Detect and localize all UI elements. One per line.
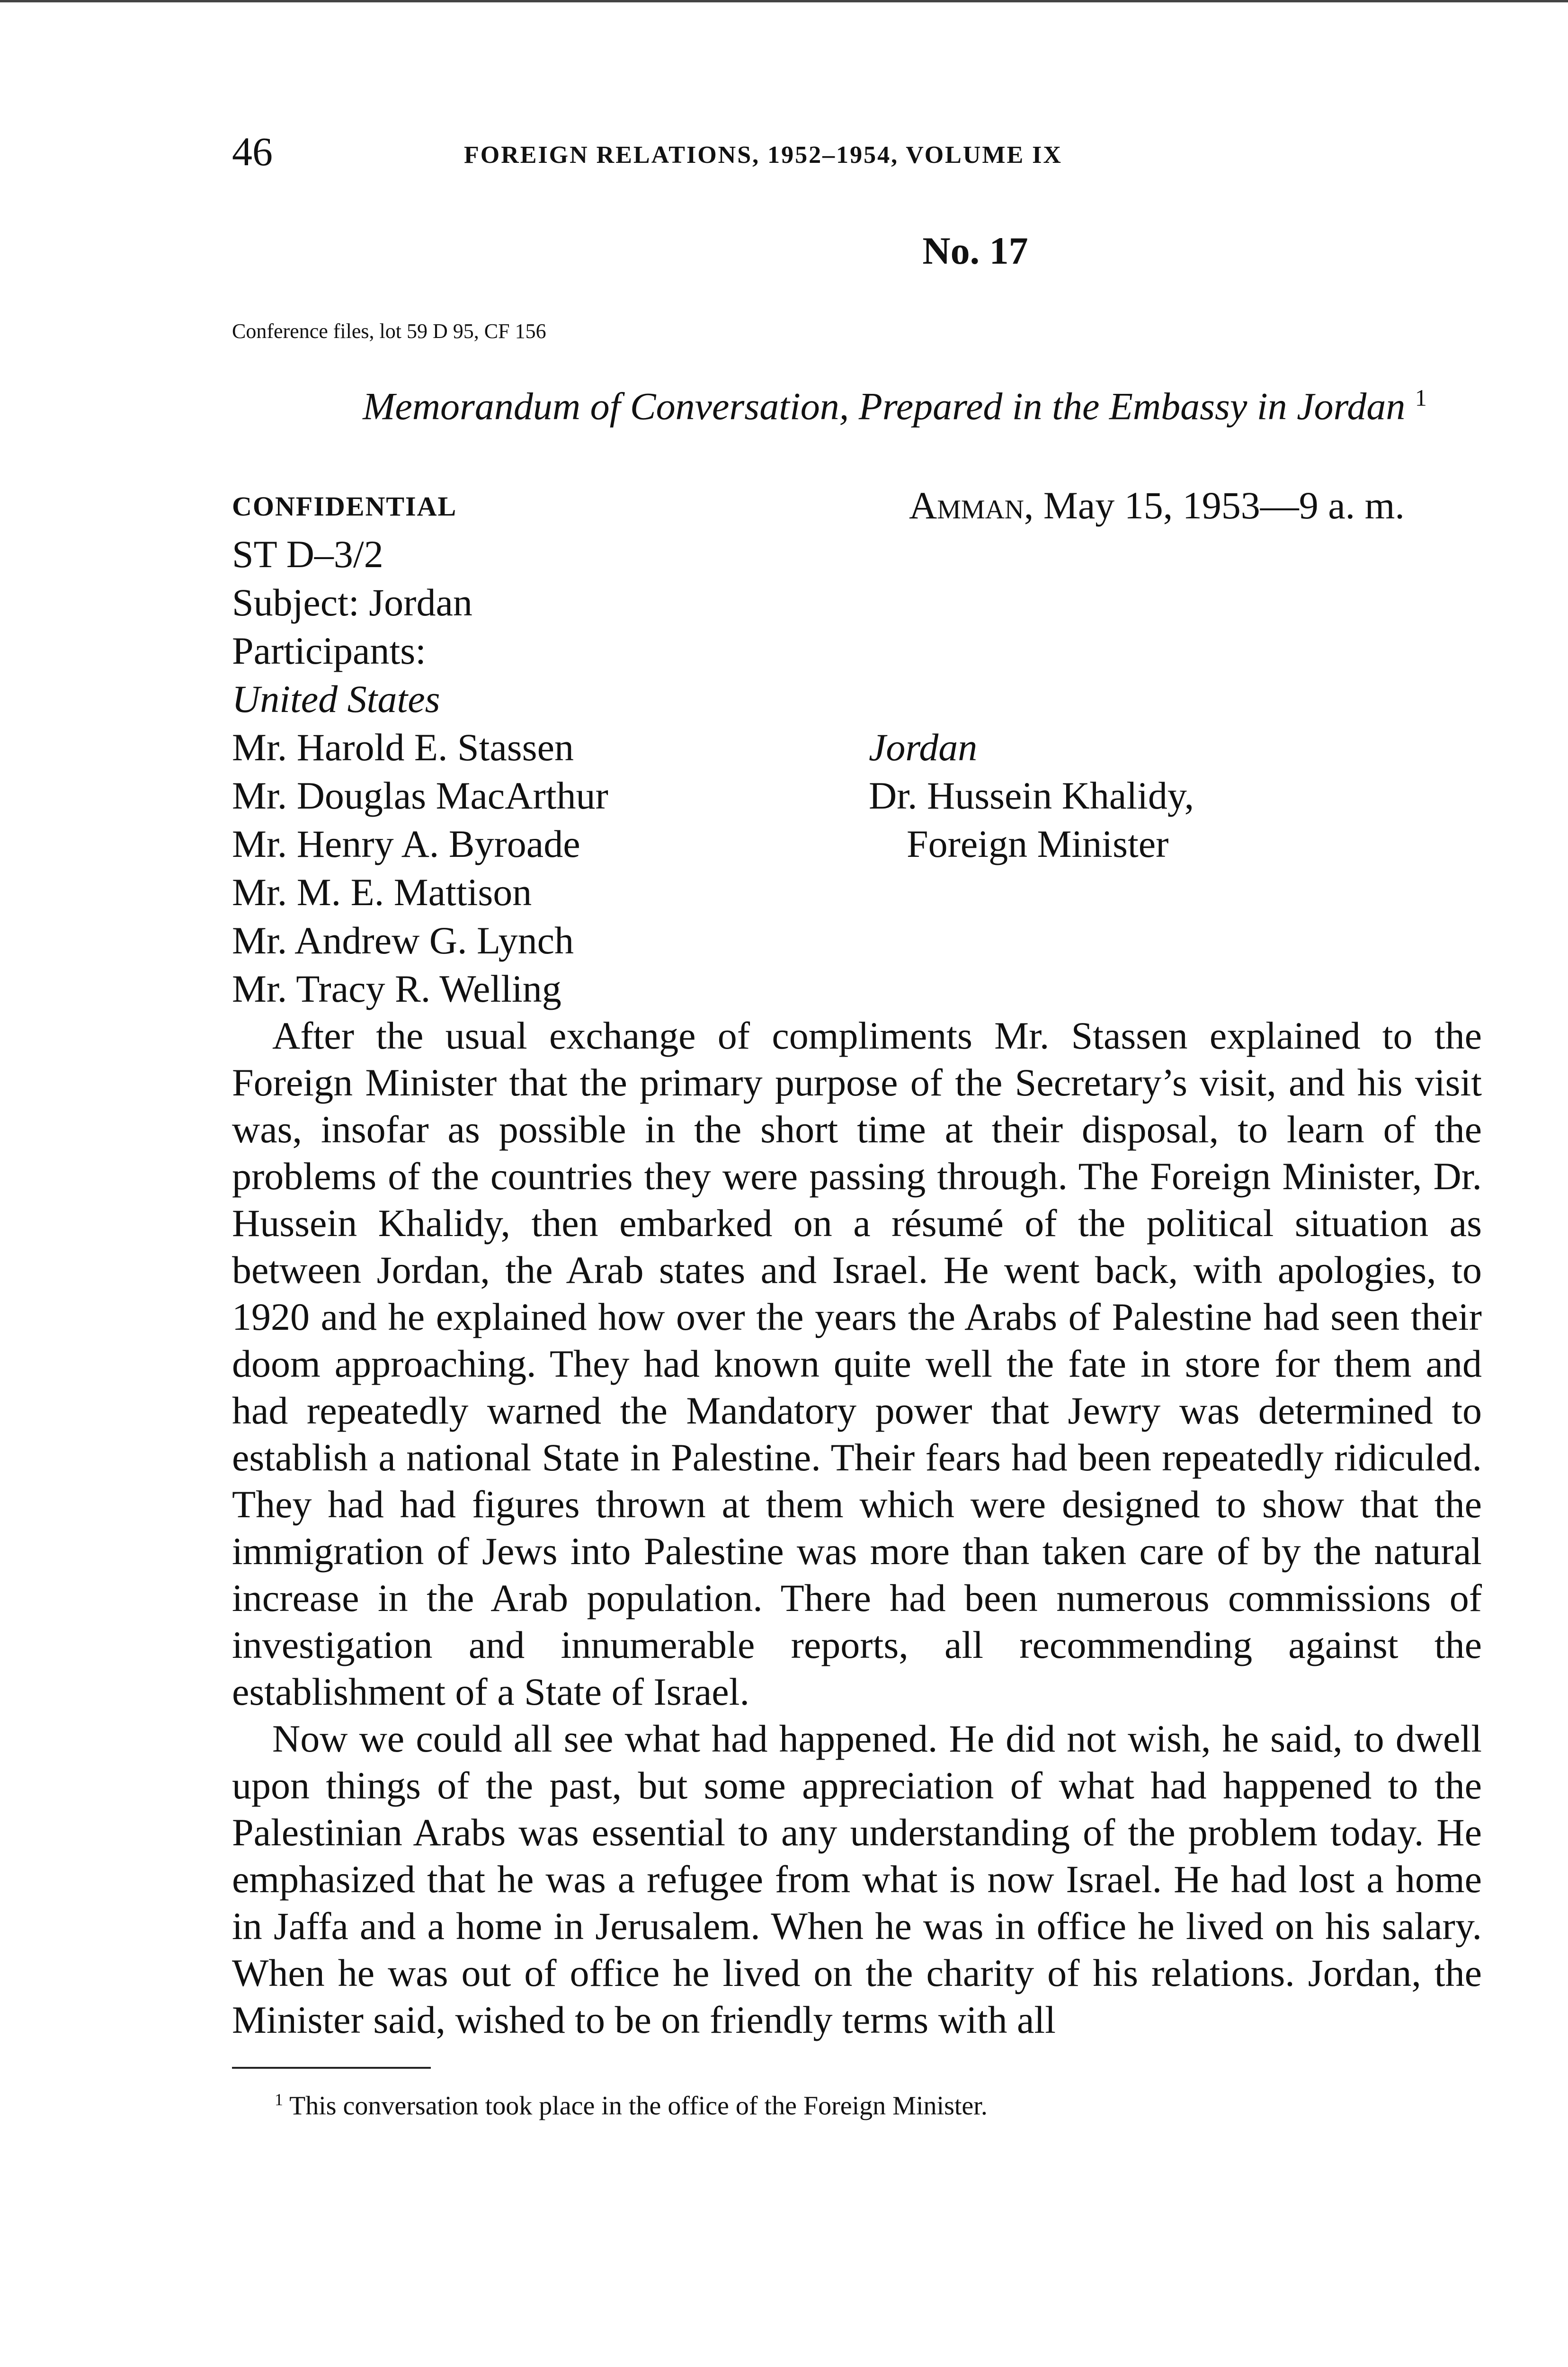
document-page: [232, 128, 1482, 2123]
title-footnote-mark: 1: [1415, 384, 1427, 411]
document-reference: ST D–3/2: [232, 533, 383, 576]
place-date-line: [909, 482, 1405, 529]
jordan-participants-column: [869, 723, 1194, 868]
footnote-text: This conversation took place in the office of the Foreign Minister.: [289, 2091, 988, 2121]
top-edge-rule: [0, 0, 1568, 2]
jordan-participants-heading: Jordan: [869, 726, 978, 769]
us-participant: Mr. Tracy R. Welling: [232, 967, 561, 1011]
us-participant: Mr. Harold E. Stassen: [232, 726, 574, 769]
memo-body: [232, 1012, 1482, 2043]
us-participant: Mr. Douglas MacArthur: [232, 774, 608, 818]
memo-title: [232, 374, 1482, 430]
participants-label: Participants:: [232, 629, 426, 673]
body-paragraph: Now we could all see what had happened. He did not wish, he said, to dwell upon things of the past, but some appreciation of what had happened to the Palestinian Arabs was essential to any understanding of the problem today. He emphasized that he was a refugee from what is now Israel. He had lost a home in Jaffa and a home in Jerusalem. When he was in office he lived on his salary. When he was out of office he lived on the charity of his relations. Jordan, the Minister said, wished to be on friendly terms with all: [232, 1717, 1482, 2042]
us-participant: Mr. M. E. Mattison: [232, 871, 532, 914]
memo-header-block: [232, 482, 1482, 1012]
classification-label: CONFIDENTIAL: [232, 491, 457, 522]
body-paragraph: After the usual exchange of compliments Mr. Stassen explained to the Foreign Minister that the primary purpose of the Secretary’s visit, and his visit was, insofar as possible in the short time at their disposal, to learn of the problems of the countries they were passing through. The Foreign Minister, Dr. Hussein Khalidy, then embarked on a résumé of the political situation as between Jordan, the Arab states and Israel. He went back, with apologies, to 1920 and he explained how over the years the Arabs of Palestine had seen their doom approaching. They had known quite well the fate in store for them and had repeatedly warned the Mandatory power that Jewry was determined to establish a national State in Palestine. Their fears had been repeatedly ridiculed. They had had figures thrown at them which were designed to show that the immigration of Jews into Palestine was more than taken care of by the natural increase in the Arab population. There had been numerous commissions of investigation and innumerable reports, all recommending against the establishment of a State of Israel.: [232, 1014, 1482, 1714]
subject-line: Subject: Jordan: [232, 581, 472, 624]
us-participants-heading: United States: [232, 677, 440, 721]
date-time: , May 15, 1953—9 a. m.: [1024, 484, 1405, 527]
source-citation: Conference files, lot 59 D 95, CF 156: [232, 320, 546, 343]
memo-title-text: Memorandum of Conversation, Prepared in the Embassy in Jordan: [363, 384, 1406, 428]
place-name: Amman: [909, 484, 1024, 527]
footnote-divider: [232, 2067, 431, 2069]
document-number: No. 17: [922, 229, 1028, 272]
running-header: [232, 128, 1482, 180]
left-header-column: [232, 530, 608, 1013]
page-number: 46: [232, 129, 273, 174]
jordan-participant-title: Foreign Minister: [907, 822, 1169, 866]
footnote-mark: 1: [275, 2090, 283, 2109]
us-participant: Mr. Andrew G. Lynch: [232, 919, 574, 962]
jordan-participant-name: Dr. Hussein Khalidy,: [869, 774, 1194, 818]
footnote: [232, 2083, 1482, 2123]
us-participant: Mr. Henry A. Byroade: [232, 822, 580, 866]
running-title: FOREIGN RELATIONS, 1952–1954, VOLUME IX: [464, 142, 1062, 169]
